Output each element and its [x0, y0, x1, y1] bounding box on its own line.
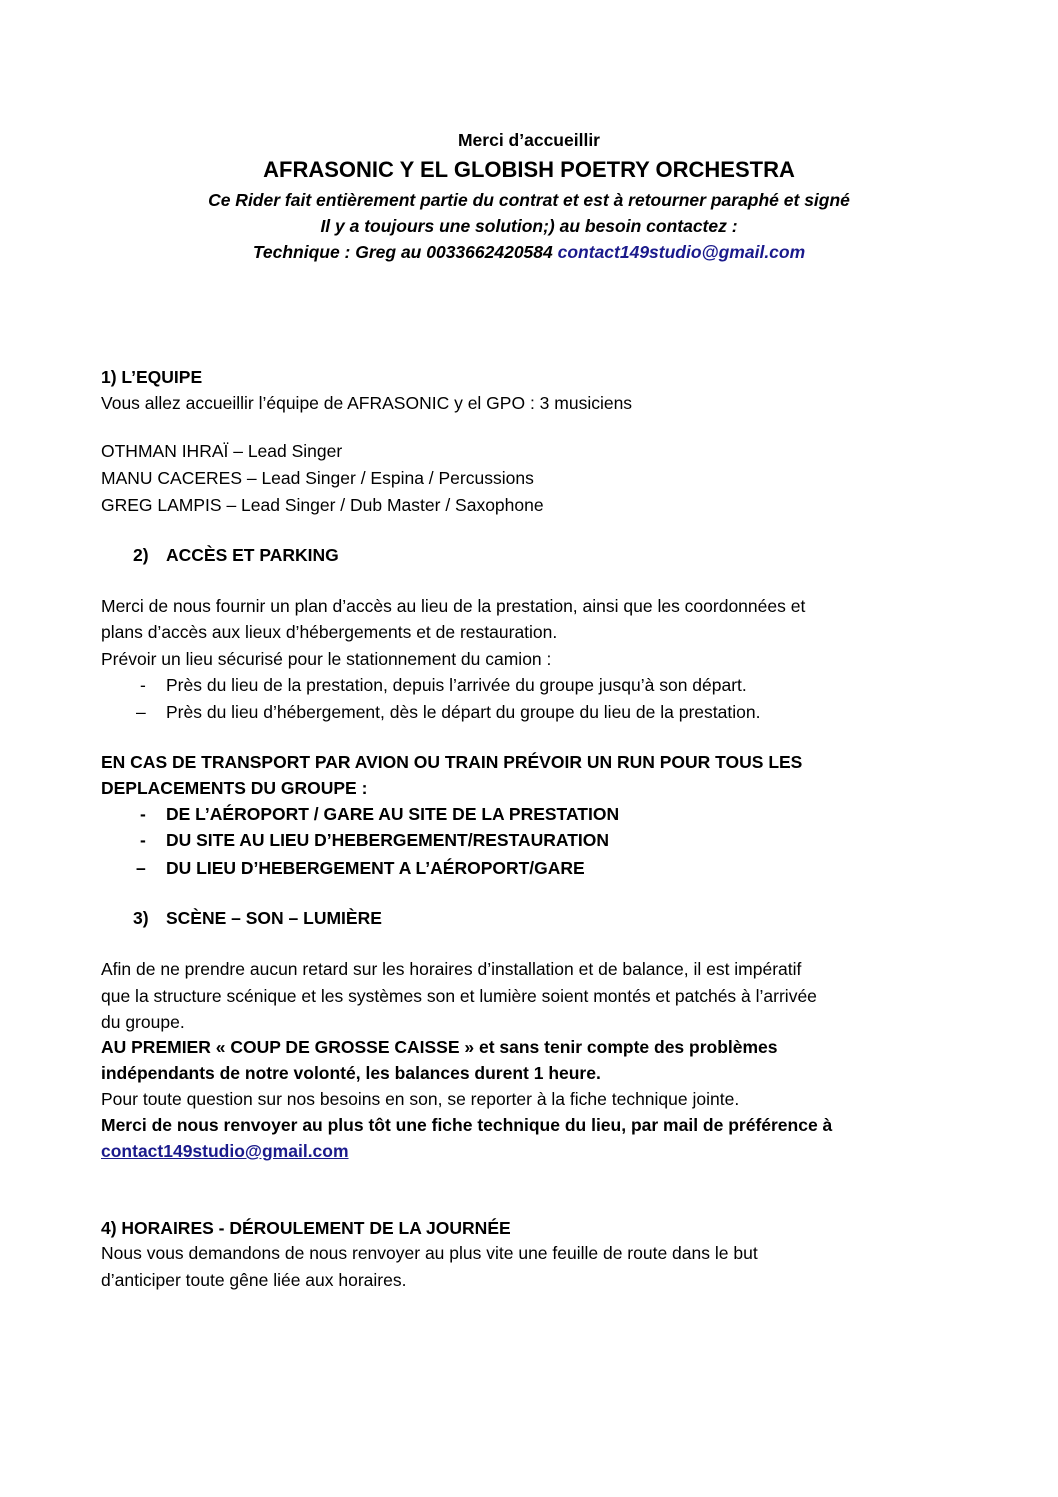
transport-bullet-text: DE L’AÉROPORT / GARE AU SITE DE LA PRESTATION: [166, 804, 620, 824]
rider-note: Ce Rider fait entièrement partie du contrat et est à retourner paraphé et signé: [208, 190, 850, 210]
solution-note: Il y a toujours une solution;) au besoin contactez :: [320, 216, 738, 236]
greeting: Merci d’accueillir: [457, 130, 600, 150]
transport-line: EN CAS DE TRANSPORT PAR AVION OU TRAIN PRÉVOIR UN RUN POUR TOUS LES: [101, 752, 803, 772]
section3-heading: SCÈNE – SON – LUMIÈRE: [166, 908, 382, 928]
transport-bullet-text: DU LIEU D’HEBERGEMENT A L’AÉROPORT/GARE: [166, 858, 585, 878]
section2-heading: ACCÈS ET PARKING: [166, 545, 339, 565]
section1-heading: 1) L’EQUIPE: [101, 367, 203, 387]
request-email-link[interactable]: contact149studio@gmail.com: [101, 1141, 349, 1161]
page-title: AFRASONIC Y EL GLOBISH POETRY ORCHESTRA: [263, 157, 795, 182]
bullet-text: Près du lieu d’hébergement, dès le départ du groupe du lieu de la prestation.: [166, 702, 761, 722]
contact-line: [0, 240, 1058, 264]
bullet-mark: -: [140, 830, 146, 850]
section1-intro: Vous allez accueillir l’équipe de AFRASONIC y el GPO : 3 musiciens: [101, 393, 633, 413]
section4-heading: 4) HORAIRES - DÉROULEMENT DE LA JOURNÉE: [101, 1218, 511, 1238]
bullet-text: Près du lieu de la prestation, depuis l’arrivée du groupe jusqu’à son départ.: [166, 675, 747, 695]
section3-question-line: Pour toute question sur nos besoins en son, se reporter à la fiche technique jointe.: [101, 1089, 740, 1109]
section2-para-line: Prévoir un lieu sécurisé pour le stationnement du camion :: [101, 649, 552, 669]
section2-number: 2): [133, 545, 149, 565]
section2-para-line: plans d’accès aux lieux d’hébergements et de restauration.: [101, 622, 558, 642]
section3-para-line: que la structure scénique et les systèmes son et lumière soient montés et patchés à l’arrivée: [101, 986, 817, 1006]
bullet-mark: –: [136, 702, 146, 722]
member-line: OTHMAN IHRAÏ – Lead Singer: [101, 441, 343, 461]
member-line: MANU CACERES – Lead Singer / Espina / Percussions: [101, 468, 534, 488]
bullet-mark: –: [136, 858, 146, 878]
section3-number: 3): [133, 908, 149, 928]
section3-request-line: Merci de nous renvoyer au plus tôt une fiche technique du lieu, par mail de préférence à: [101, 1115, 833, 1135]
contact-prefix: Technique : Greg au 0033662420584: [252, 242, 558, 262]
section3-para-line: Afin de ne prendre aucun retard sur les horaires d’installation et de balance, il est impératif: [101, 959, 802, 979]
contact-email-link[interactable]: contact149studio@gmail.com: [557, 242, 806, 262]
section4-para-line: d’anticiper toute gêne liée aux horaires.: [101, 1270, 407, 1290]
section2-para-line: Merci de nous fournir un plan d’accès au lieu de la prestation, ainsi que les coordonnées et: [101, 596, 806, 616]
section3-bold-line: indépendants de notre volonté, les balances durent 1 heure.: [101, 1063, 601, 1083]
bullet-mark: -: [140, 675, 146, 695]
section4-para-line: Nous vous demandons de nous renvoyer au plus vite une feuille de route dans le but: [101, 1243, 758, 1263]
member-line: GREG LAMPIS – Lead Singer / Dub Master / Saxophone: [101, 495, 544, 515]
bullet-mark: -: [140, 804, 146, 824]
section3-para-line: du groupe.: [101, 1012, 185, 1032]
section3-bold-line: AU PREMIER « COUP DE GROSSE CAISSE » et sans tenir compte des problèmes: [101, 1037, 778, 1057]
transport-bullet-text: DU SITE AU LIEU D’HEBERGEMENT/RESTAURATION: [166, 830, 610, 850]
transport-line: DEPLACEMENTS DU GROUPE :: [101, 778, 368, 798]
